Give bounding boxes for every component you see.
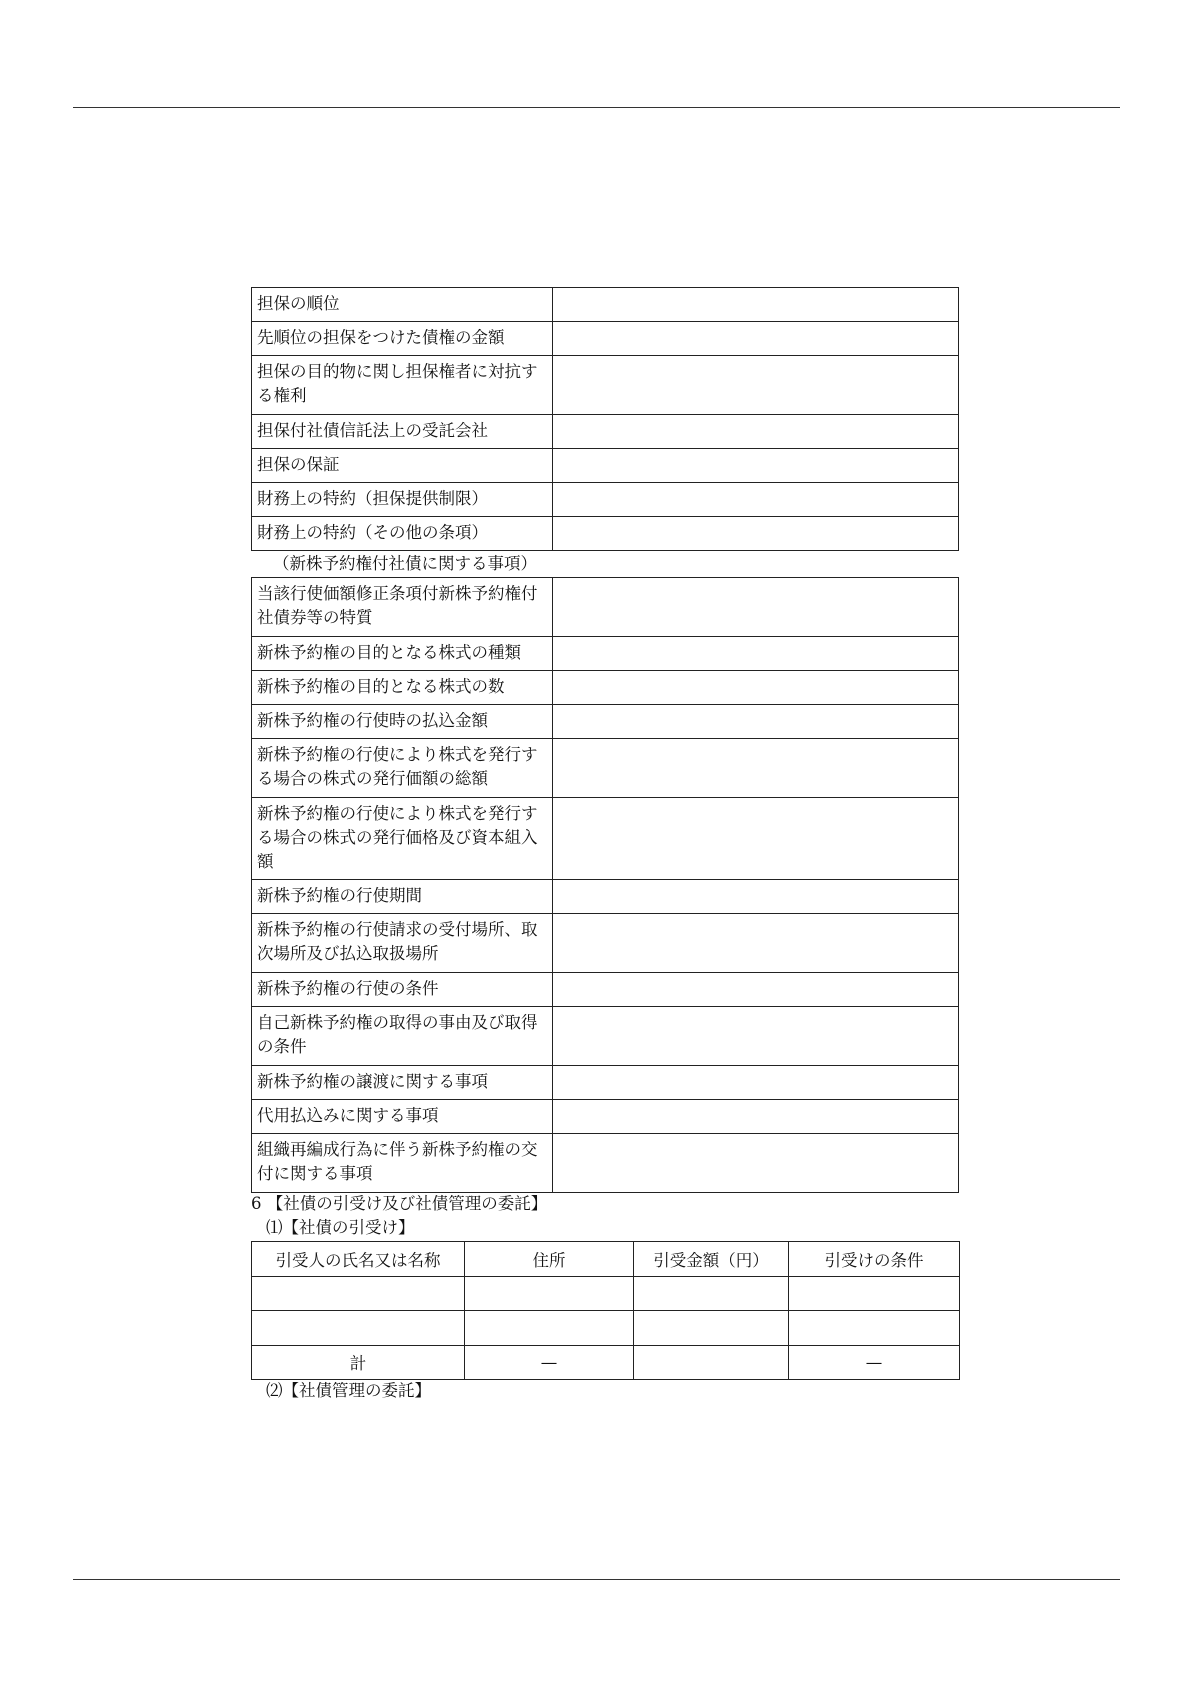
table-cell <box>789 1311 960 1346</box>
row-value <box>553 1007 959 1066</box>
row-label: 財務上の特約（その他の条項） <box>252 517 553 551</box>
header-rule <box>73 107 1120 108</box>
warrant-table <box>251 577 959 1193</box>
row-label: 新株予約権の目的となる株式の数 <box>252 671 553 705</box>
table-row <box>252 637 959 671</box>
row-label: 先順位の担保をつけた債権の金額 <box>252 322 553 356</box>
table-cell <box>634 1276 789 1311</box>
sub2-heading: ⑵【社債管理の委託】 <box>266 1381 431 1400</box>
row-value <box>553 1066 959 1100</box>
row-value <box>553 739 959 798</box>
row-value <box>553 798 959 880</box>
table-row <box>252 1100 959 1134</box>
table-row <box>252 356 959 415</box>
row-label: 新株予約権の目的となる株式の種類 <box>252 637 553 671</box>
total-cell <box>634 1345 789 1380</box>
row-value <box>553 288 959 322</box>
table-row <box>252 798 959 880</box>
row-value <box>553 483 959 517</box>
table-cell <box>465 1276 634 1311</box>
row-label: 新株予約権の行使時の払込金額 <box>252 705 553 739</box>
table-row <box>252 973 959 1007</box>
column-header: 引受けの条件 <box>789 1242 960 1277</box>
row-value <box>553 578 959 637</box>
column-header: 引受金額（円） <box>634 1242 789 1277</box>
row-label: 当該行使価額修正条項付新株予約権付社債券等の特質 <box>252 578 553 637</box>
collateral-table <box>251 287 959 551</box>
row-value <box>553 356 959 415</box>
table-row <box>252 415 959 449</box>
column-header: 住所 <box>465 1242 634 1277</box>
row-value <box>553 671 959 705</box>
row-label: 新株予約権の行使期間 <box>252 880 553 914</box>
row-value <box>553 415 959 449</box>
table-row <box>252 739 959 798</box>
table-row <box>252 288 959 322</box>
table-row <box>252 1276 960 1311</box>
row-label: 新株予約権の譲渡に関する事項 <box>252 1066 553 1100</box>
table-cell <box>634 1311 789 1346</box>
row-value <box>553 637 959 671</box>
row-label: 新株予約権の行使により株式を発行する場合の株式の発行価格及び資本組入額 <box>252 798 553 880</box>
table-row <box>252 1311 960 1346</box>
row-label: 自己新株予約権の取得の事由及び取得の条件 <box>252 1007 553 1066</box>
section6-heading: 6 【社債の引受け及び社債管理の委託】 <box>251 1194 548 1213</box>
row-label: 担保の保証 <box>252 449 553 483</box>
row-label: 担保付社債信託法上の受託会社 <box>252 415 553 449</box>
table-row <box>252 705 959 739</box>
table-cell <box>789 1276 960 1311</box>
table-row <box>252 578 959 637</box>
table-row <box>252 1007 959 1066</box>
table-row <box>252 483 959 517</box>
sub1-heading: ⑴【社債の引受け】 <box>266 1218 415 1237</box>
footer-rule <box>73 1579 1120 1580</box>
row-value <box>553 322 959 356</box>
row-label: 代用払込みに関する事項 <box>252 1100 553 1134</box>
table-row <box>252 517 959 551</box>
row-label: 組織再編成行為に伴う新株予約権の交付に関する事項 <box>252 1134 553 1193</box>
table-row <box>252 914 959 973</box>
row-value <box>553 880 959 914</box>
total-cell: — <box>465 1345 634 1380</box>
table-row <box>252 880 959 914</box>
row-value <box>553 973 959 1007</box>
table-row <box>252 671 959 705</box>
row-value <box>553 517 959 551</box>
row-value <box>553 449 959 483</box>
table-header-row <box>252 1242 960 1277</box>
row-label: 新株予約権の行使により株式を発行する場合の株式の発行価額の総額 <box>252 739 553 798</box>
row-label: 新株予約権の行使請求の受付場所、取次場所及び払込取扱場所 <box>252 914 553 973</box>
table-cell <box>252 1276 465 1311</box>
row-label: 財務上の特約（担保提供制限） <box>252 483 553 517</box>
table-row <box>252 1066 959 1100</box>
table-row <box>252 322 959 356</box>
row-label: 新株予約権の行使の条件 <box>252 973 553 1007</box>
table-row <box>252 449 959 483</box>
row-value <box>553 914 959 973</box>
row-label: 担保の順位 <box>252 288 553 322</box>
total-label: 計 <box>252 1345 465 1380</box>
underwriting-table <box>251 1241 960 1380</box>
table-cell <box>465 1311 634 1346</box>
row-label: 担保の目的物に関し担保権者に対抗する権利 <box>252 356 553 415</box>
total-cell: — <box>789 1345 960 1380</box>
row-value <box>553 1134 959 1193</box>
row-value <box>553 705 959 739</box>
row-value <box>553 1100 959 1134</box>
table-cell <box>252 1311 465 1346</box>
total-row <box>252 1345 960 1380</box>
table-row <box>252 1134 959 1193</box>
warrant-caption: （新株予約権付社債に関する事項） <box>273 554 537 573</box>
column-header: 引受人の氏名又は名称 <box>252 1242 465 1277</box>
